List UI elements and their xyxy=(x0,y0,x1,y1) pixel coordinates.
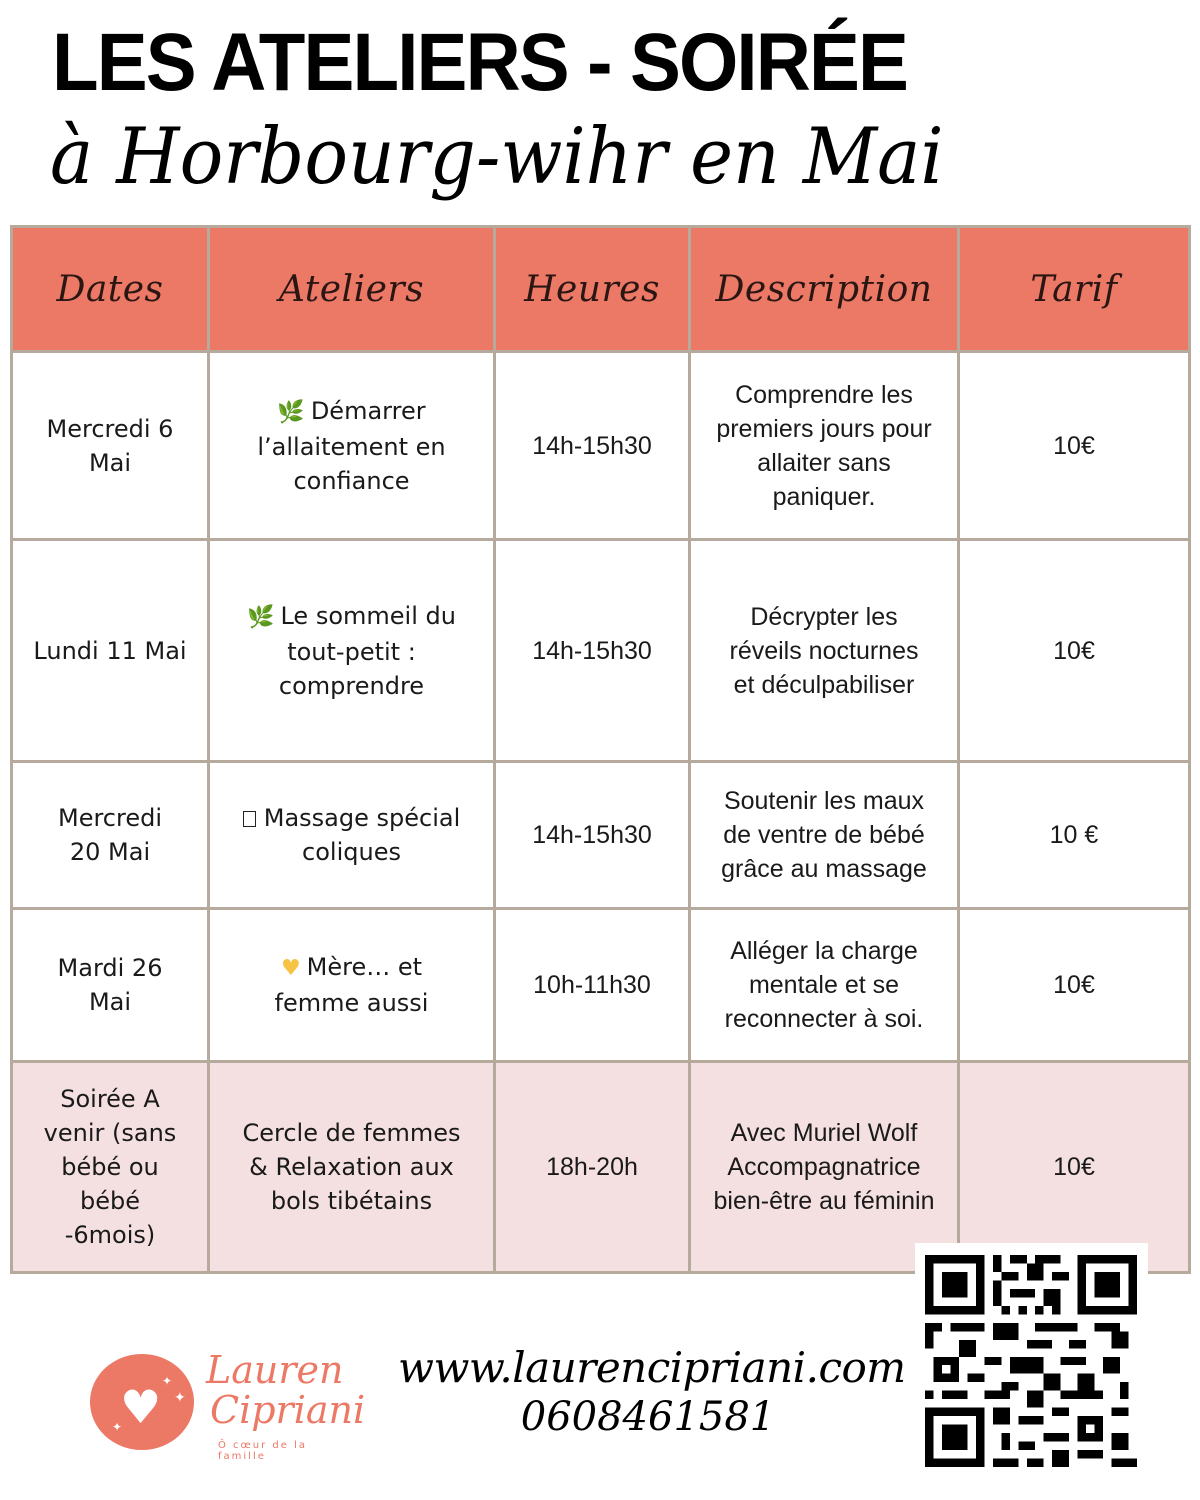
atelier-cell: Cercle de femmes & Relaxation aux bols tibétains xyxy=(209,1062,495,1273)
website-link[interactable]: www.laurencipriani.com xyxy=(398,1343,906,1392)
page-title: LES ATELIERS - SOIRÉE xyxy=(52,17,907,108)
hours-cell: 14h-15h30 xyxy=(495,352,690,540)
date-cell: Soirée A venir (sans bébé ou bébé -6mois) xyxy=(12,1062,209,1273)
sparkle-icon: ✦ xyxy=(174,1390,186,1406)
column-header-ateliers: Ateliers xyxy=(209,227,495,352)
date-cell: Mardi 26 Mai xyxy=(12,909,209,1062)
atelier-title: Massage spécial coliques xyxy=(263,804,461,866)
logo-circle xyxy=(90,1354,194,1450)
table-row xyxy=(12,540,1190,762)
herb-icon: 🌿 xyxy=(277,399,305,425)
contact-info xyxy=(398,1343,906,1441)
atelier-cell xyxy=(209,909,495,1062)
qr-code-icon xyxy=(925,1255,1137,1467)
date-cell: Mercredi 6 Mai xyxy=(12,352,209,540)
description-cell: Soutenir les maux de ventre de bébé grâce au massage xyxy=(690,762,959,909)
table-row xyxy=(12,352,1190,540)
price-cell: 10€ xyxy=(959,909,1190,1062)
price-cell: 10€ xyxy=(959,352,1190,540)
herb-icon: 🌿 xyxy=(247,604,275,630)
hours-cell: 18h-20h xyxy=(495,1062,690,1273)
table-row xyxy=(12,762,1190,909)
table-header-row xyxy=(12,227,1190,352)
atelier-cell xyxy=(209,352,495,540)
date-cell: Mercredi 20 Mai xyxy=(12,762,209,909)
phone-number[interactable]: 0608461581 xyxy=(520,1394,776,1440)
logo-name-line2: Cipriani xyxy=(210,1388,366,1432)
table-row xyxy=(12,909,1190,1062)
atelier-title: Démarrer l’allaitement en confiance xyxy=(257,396,446,495)
hours-cell: 10h-11h30 xyxy=(495,909,690,1062)
brand-logo xyxy=(88,1342,366,1462)
description-cell: Comprendre les premiers jours pour allaiter sans paniquer. xyxy=(690,352,959,540)
column-header-dates: Dates xyxy=(12,227,209,352)
atelier-cell xyxy=(209,762,495,909)
description-cell: Alléger la charge mentale et se reconnecter à soi. xyxy=(690,909,959,1062)
column-header-tarif: Tarif xyxy=(959,227,1190,352)
table-row-highlight xyxy=(12,1062,1190,1273)
heart-icon: ♥ xyxy=(120,1380,162,1434)
sparkle-icon: ✦ xyxy=(112,1420,123,1434)
column-header-description: Description xyxy=(690,227,959,352)
hours-cell: 14h-15h30 xyxy=(495,540,690,762)
description-cell: Décrypter les réveils nocturnes et déculpabiliser xyxy=(690,540,959,762)
atelier-title: Le sommeil du tout-petit : comprendre xyxy=(278,601,456,700)
price-cell: 10 € xyxy=(959,762,1190,909)
column-header-heures: Heures xyxy=(495,227,690,352)
qr-code[interactable] xyxy=(915,1243,1148,1476)
price-cell: 10€ xyxy=(959,540,1190,762)
yellow-heart-icon: ♥ xyxy=(280,956,301,981)
workshop-table xyxy=(10,225,1188,1274)
missing-glyph-icon xyxy=(243,811,256,827)
logo-tagline: Ô cœur de la famille xyxy=(218,1440,307,1462)
description-cell: Avec Muriel Wolf Accompagnatrice bien-être au féminin xyxy=(690,1062,959,1273)
logo-name-line1: Lauren xyxy=(206,1348,344,1392)
atelier-cell xyxy=(209,540,495,762)
date-cell: Lundi 11 Mai xyxy=(12,540,209,762)
page-subtitle: à Horbourg-wihr en Mai xyxy=(50,112,944,202)
hours-cell: 14h-15h30 xyxy=(495,762,690,909)
sparkle-icon: ✦ xyxy=(162,1374,173,1388)
logo-wordmark xyxy=(206,1350,365,1430)
atelier-title: Mère… et femme aussi xyxy=(274,953,429,1017)
price-cell: 10€ xyxy=(959,1062,1190,1273)
